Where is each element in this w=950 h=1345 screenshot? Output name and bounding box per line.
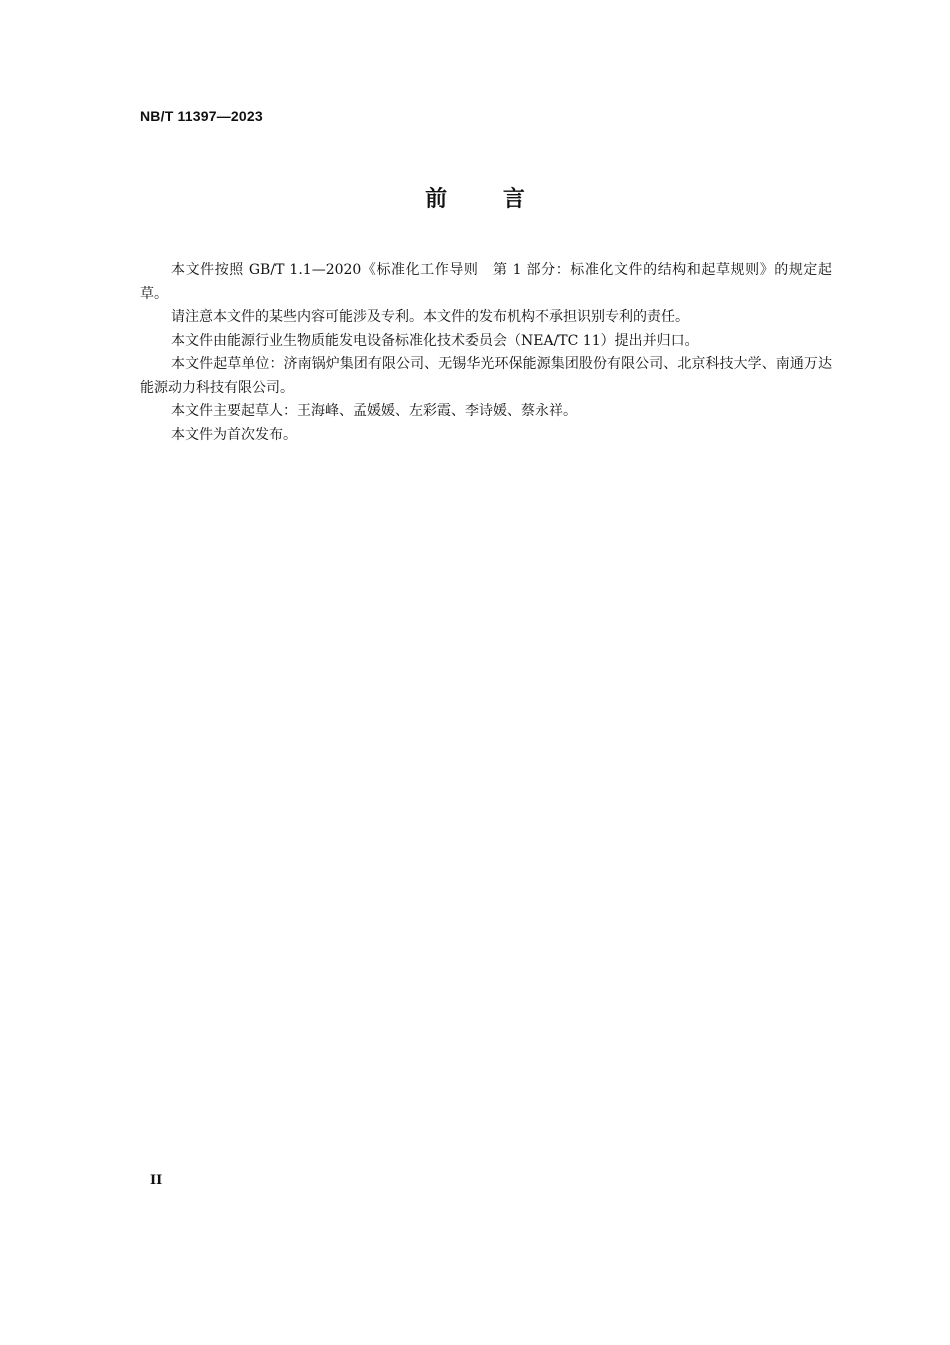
paragraph-first-release: 本文件为首次发布。	[171, 426, 297, 443]
paragraph-drafting-units: 本文件起草单位：济南锅炉集团有限公司、无锡华光环保能源集团股份有限公司、北京科技大学、南通万达能源动力科技有限公司。	[140, 356, 832, 396]
standard-code-header: NB/T 11397—2023	[140, 108, 263, 124]
document-body	[140, 259, 832, 447]
page-title: 前 言	[425, 187, 525, 212]
paragraph-main-drafters: 本文件主要起草人：王海峰、孟媛媛、左彩霞、李诗媛、蔡永祥。	[171, 403, 577, 419]
paragraph-proposer: 本文件由能源行业生物质能发电设备标准化技术委员会（NEA/TC 11）提出并归口。	[171, 332, 699, 349]
page-number: II	[150, 1173, 163, 1188]
paragraph-drafting-rules: 本文件按照 GB/T 1.1—2020《标准化工作导则 第 1 部分：标准化文件的结构和起草规则》的规定起草。	[140, 262, 832, 302]
paragraph-patent-notice: 请注意本文件的某些内容可能涉及专利。本文件的发布机构不承担识别专利的责任。	[171, 309, 689, 325]
